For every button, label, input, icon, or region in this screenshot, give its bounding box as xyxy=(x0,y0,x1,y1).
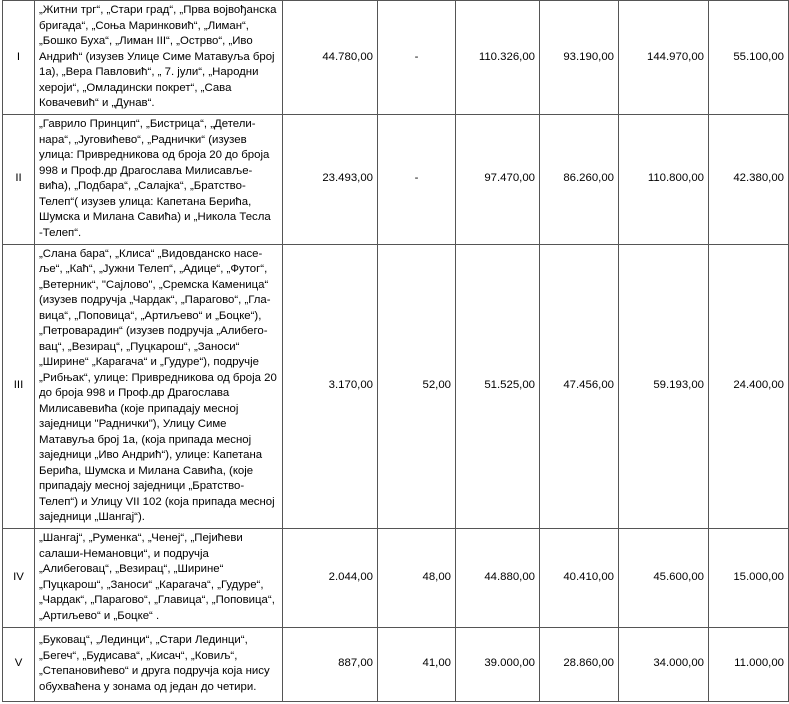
value-cell: 887,00 xyxy=(283,627,378,701)
zone-description: „Буковац“, „Лединци“, „Стари Лединци“, „Бегеч“, „Будисава“, „Кисач“, „Ковиљ“, „Степановићево“ и друга подручја која нису обухваћена у зонама од један до четири. xyxy=(35,627,283,701)
value-cell: 59.193,00 xyxy=(619,244,709,528)
value-cell: 110.800,00 xyxy=(619,114,709,244)
value-cell: 45.600,00 xyxy=(619,528,709,627)
value-cell: 23.493,00 xyxy=(283,114,378,244)
zone-label: IV xyxy=(3,528,35,627)
zone-description: „Житни трг“, „Стари град“, „Прва војвођанска бригада“, „Соња Маринковић“, „Лиман“, „Бошко Буха“, „Лиман III“, „Острво“, „Иво Андрић“ (изузев Улице Симе Матавуља број 1а), „Вера Павловић“, „ 7. јули“, „Народни хероји“, „Омладински покрет“, „Сава Ковачевић“ и „Дунав“. xyxy=(35,1,283,115)
value-cell: 47.456,00 xyxy=(540,244,619,528)
value-cell: 93.190,00 xyxy=(540,1,619,115)
table-row xyxy=(3,528,789,627)
zone-label: I xyxy=(3,1,35,115)
zone-description: „Шангај“, „Руменка“, „Ченеј“, „Пејићеви салаши-Немановци“, и подручја „Алибеговац“, „Везирац“, „Ширинe“ „Пуцкарош“, „Заноси“ „Карагача“, „Гудуре“, „Чардак“, „Парагово“, „Главица“, „Поповица“, „Артиљево“ и „Боцке“ . xyxy=(35,528,283,627)
value-cell: 44.780,00 xyxy=(283,1,378,115)
table-row xyxy=(3,244,789,528)
value-cell: 44.880,00 xyxy=(456,528,540,627)
value-cell: 144.970,00 xyxy=(619,1,709,115)
value-cell: 42.380,00 xyxy=(709,114,789,244)
table-row xyxy=(3,114,789,244)
value-cell: 28.860,00 xyxy=(540,627,619,701)
zones-table xyxy=(2,0,789,702)
value-cell: 48,00 xyxy=(378,528,456,627)
zone-description: „Гаврило Принцип“, „Бистрица“, „Детели-нара“, „Југовићево“, „Раднички“ (изузев улица: Привредникова од броја 20 до броја 998 и Проф.др Драгослава Милисавље-вића), „Подбара“, „Салајка“, „Братство-Телеп“( изузев улица: Капетана Берића, Шумска и Милана Савића) и „Никола Тесла -Телеп“. xyxy=(35,114,283,244)
table-row xyxy=(3,1,789,115)
value-cell: 39.000,00 xyxy=(456,627,540,701)
value-cell: 3.170,00 xyxy=(283,244,378,528)
value-cell: 52,00 xyxy=(378,244,456,528)
value-cell: 51.525,00 xyxy=(456,244,540,528)
value-cell: - xyxy=(378,114,456,244)
zone-label: II xyxy=(3,114,35,244)
value-cell: 110.326,00 xyxy=(456,1,540,115)
value-cell: 34.000,00 xyxy=(619,627,709,701)
value-cell: 2.044,00 xyxy=(283,528,378,627)
zone-label: III xyxy=(3,244,35,528)
value-cell: 24.400,00 xyxy=(709,244,789,528)
value-cell: 11.000,00 xyxy=(709,627,789,701)
value-cell: - xyxy=(378,1,456,115)
table-row xyxy=(3,627,789,701)
value-cell: 97.470,00 xyxy=(456,114,540,244)
zone-label: V xyxy=(3,627,35,701)
value-cell: 40.410,00 xyxy=(540,528,619,627)
value-cell: 41,00 xyxy=(378,627,456,701)
value-cell: 15.000,00 xyxy=(709,528,789,627)
value-cell: 86.260,00 xyxy=(540,114,619,244)
value-cell: 55.100,00 xyxy=(709,1,789,115)
zone-description: „Слана бара“, „Клиса“ „Видовданско насе-ље“, „Каћ“, „Јужни Телеп“, „Адице“, „Футог“, „Ветерник“, "Сајлово", „Сремска Каменица“ (изузев подручја „Чардак“, „Парагово“, „Гла-вица“, „Поповица“, „Артиљево“ и „Боцке“), „Петроварадин“ (изузев подручја „Алибего-вац“, „Везирац“, „Пуцкарош“, „Заноси“ „Ширинe“ „Карагача“ и „Гудуре“), подручје „Рибњак“, улице: Привредникова од броја 20 до броја 998 и Проф.др Драгослава Милисавевића (које припадају месној заједници "Раднички"), Улицу Симе Матавуља број 1а, (која припада месној заједници „Иво Андрић“), улице: Капетана Берића, Шумска и Милана Савића, (које припадају месној заједници „Братство-Телеп“) и Улицу VII 102 (која припада месној заједници „Шангај“). xyxy=(35,244,283,528)
